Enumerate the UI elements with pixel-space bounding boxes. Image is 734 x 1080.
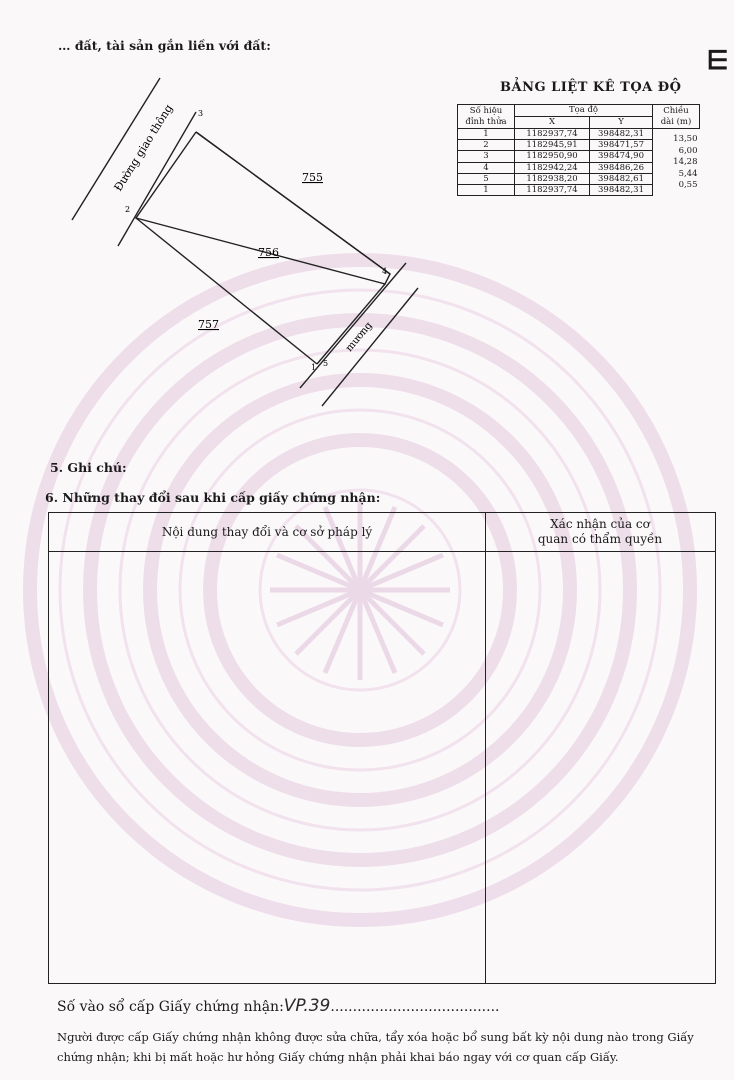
column-divider — [485, 513, 486, 983]
y-cell: 398482,31 — [590, 185, 653, 196]
corner-mark: ⋿ — [706, 46, 726, 76]
col-content-header: Nội dung thay đổi và cơ sở pháp lý — [161, 525, 373, 539]
length-cell: 5,44 — [678, 168, 698, 179]
point-cell: 3 — [458, 151, 515, 162]
point-cell: 5 — [458, 173, 515, 184]
point-label: 3 — [198, 109, 204, 118]
col-confirm-line2: quan có thẩm quyền — [537, 532, 663, 546]
point-cell: 2 — [458, 140, 515, 151]
registration-label: Số vào sổ cấp Giấy chứng nhận: — [57, 999, 284, 1015]
y-cell: 398471,57 — [590, 140, 653, 151]
parcel-boundary — [136, 132, 390, 284]
length-cell: 13,50 — [673, 134, 698, 144]
col-x-header: X — [515, 117, 590, 129]
col-y-header: Y — [590, 117, 653, 129]
road-label: Đường giao thông — [111, 102, 176, 194]
length-column — [653, 129, 700, 196]
changes-table — [48, 512, 716, 984]
point-label: 5 — [323, 359, 329, 368]
x-cell: 1182942,24 — [515, 162, 590, 173]
parcel-number: 757 — [198, 318, 219, 331]
section6-heading: 6. Những thay đổi sau khi cấp giấy chứng nhận: — [45, 490, 381, 505]
parcel-number: 755 — [302, 171, 323, 184]
col-point-header: Số hiệu đỉnh thửa — [458, 105, 515, 129]
length-cell: 6,00 — [678, 145, 698, 156]
canal-label: mương — [343, 320, 375, 354]
x-cell: 1182950,90 — [515, 151, 590, 162]
col-length-header: Chiều dài (m) — [653, 105, 700, 129]
registration-line — [57, 996, 499, 1016]
col-confirm-line1: Xác nhận của cơ — [550, 517, 650, 531]
point-cell: 1 — [458, 129, 515, 140]
point-cell: 4 — [458, 162, 515, 173]
section4-heading: … đất, tài sản gắn liền với đất: — [58, 38, 271, 53]
y-cell: 398482,61 — [590, 173, 653, 184]
parcel-number: 756 — [258, 246, 279, 259]
col-confirm-header — [485, 517, 715, 547]
length-cell: 14,28 — [673, 157, 698, 167]
length-cell: 0,55 — [678, 180, 698, 190]
y-cell: 398474,90 — [590, 151, 653, 162]
x-cell: 1182945,91 — [515, 140, 590, 151]
col-coord-header: Tọa độ — [515, 105, 653, 117]
parcel-map — [0, 60, 440, 430]
registration-dots: ...................................... — [330, 999, 500, 1015]
x-cell: 1182938,20 — [515, 173, 590, 184]
y-cell: 398486,26 — [590, 162, 653, 173]
y-cell: 398482,31 — [590, 129, 653, 140]
point-label: 4 — [382, 267, 388, 276]
section5-heading: 5. Ghi chú: — [50, 460, 127, 475]
table-row — [458, 129, 700, 140]
parcel-boundary — [136, 218, 317, 364]
x-cell: 1182937,74 — [515, 129, 590, 140]
coord-table-title: BẢNG LIỆT KÊ TỌA ĐỘ — [500, 80, 682, 95]
registration-number: VP.39 — [283, 996, 331, 1016]
footer-note: Người được cấp Giấy chứng nhận không được sửa chữa, tẩy xóa hoặc bổ sung bất kỳ nội dung nào trong Giấy chứng nhận; khi bị mất hoặc hư hỏng Giấy chứng nhận phải khai báo ngay với cơ quan cấp Giấy. — [57, 1030, 694, 1064]
point-cell: 1 — [458, 185, 515, 196]
x-cell: 1182937,74 — [515, 185, 590, 196]
parcel-boundary — [196, 132, 390, 274]
coord-table — [457, 104, 700, 196]
point-label: 1 — [311, 363, 317, 372]
point-label: 2 — [125, 205, 131, 214]
